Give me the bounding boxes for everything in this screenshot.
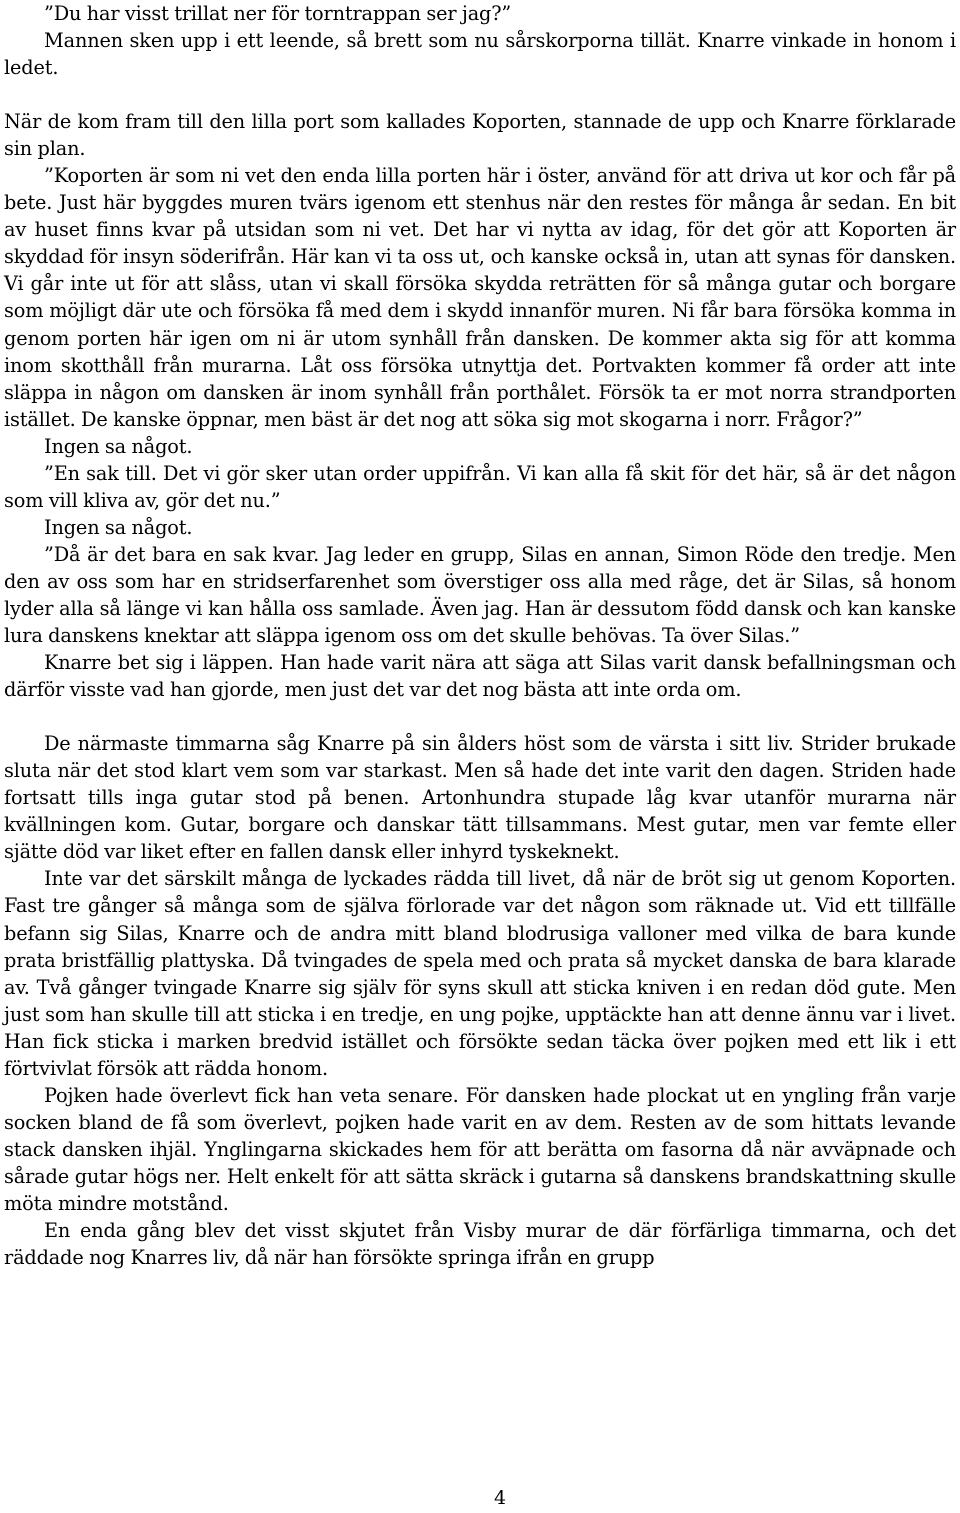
section-break xyxy=(4,81,956,108)
paragraph: Knarre bet sig i läppen. Han hade varit nära att säga att Silas varit dansk befallningsman och därför visste vad han gjorde, men just det var det nog bästa att inte orda om. xyxy=(4,651,956,702)
paragraph: ”Koporten är som ni vet den enda lilla porten här i öster, använd för att driva ut kor och får på bete. Just här byggdes muren tvärs igenom ett stenhus när den restes för många år sedan. En bit av huset finns kvar på utsidan som ni vet. Det har vi nytta av idag, för det gör att Koporten är skyddad för insyn söderifrån. Här kan vi ta oss ut, och kanske också in, utan att synas för dansken. Vi går inte ut för att slåss, utan vi skall försöka skydda reträtten för så många gutar och borgare som möjligt där ute och försöka få med dem i skydd innanför muren. Ni får bara försöka komma in genom porten här igen om ni är utom synhåll från dansken. De kommer akta sig för att komma inom skotthåll från murarna. Låt oss försöka utnyttja det. Portvakten kommer få order att inte släppa in någon om dansken är inom synhåll från porthålet. Försök ta er mot norra strandporten istället. De kanske öppnar, men bäst är det nog att söka sig mot skogarna i norr. Frågor?” xyxy=(4,164,956,431)
paragraph: När de kom fram till den lilla port som kallades Koporten, stannade de upp och Knarre förklarade sin plan. xyxy=(4,110,956,161)
section-break xyxy=(4,703,956,730)
paragraph: ”En sak till. Det vi gör sker utan order uppifrån. Vi kan alla få skit för det här, så är det någon som vill kliva av, gör det nu.” xyxy=(4,461,956,512)
paragraph: ”Då är det bara en sak kvar. Jag leder en grupp, Silas en annan, Simon Röde den tredje. Men den av oss som har en stridserfarenhet som överstiger oss alla med råge, det är Silas, så honom lyder alla så länge vi kan hålla oss samlade. Även jag. Han är dessutom född dansk och kan kanske lura danskens knektar att släppa igenom oss om det skulle behövas. Ta över Silas.” xyxy=(4,542,956,648)
paragraph: De närmaste timmarna såg Knarre på sin ålders höst som de värsta i sitt liv. Strider brukade sluta när det stod klart vem som var starkast. Men så hade det inte varit den dagen. Striden hade fortsatt tills inga gutar stod på benen. Artonhundra stupade låg kvar utanför murarna när kvällningen kom. Gutar, borgare och danskar tätt tillsammans. Mest gutar, men var femte eller sjätte död var liket efter en fallen dansk eller inhyrd tyskeknekt. xyxy=(4,732,956,864)
paragraph: Ingen sa något. xyxy=(44,515,193,539)
document-page xyxy=(4,0,956,1271)
paragraph: Mannen sken upp i ett leende, så brett som nu sårskorporna tillät. Knarre vinkade in honom i ledet. xyxy=(4,29,956,80)
paragraph: ”Du har visst trillat ner för torntrappan ser jag?” xyxy=(44,2,512,25)
paragraph: En enda gång blev det visst skjutet från Visby murar de där förfärliga timmarna, och det räddade nog Knarres liv, då när han försökte springa ifrån en grupp xyxy=(4,1219,956,1270)
paragraph: Ingen sa något. xyxy=(44,434,193,458)
paragraph: Inte var det särskilt många de lyckades rädda till livet, då när de bröt sig ut genom Koporten. Fast tre gånger så många som de själva förlorade var det någon som räknade ut. Vid ett tillfälle befann sig Silas, Knarre och de andra mitt bland blodrusiga valloner med vilka de bara kunde prata bristfällig plattyska. Då tvingades de spela med och prata så mycket danska de bara klarade av. Två gånger tvingade Knarre sig själv för syns skull att sticka kniven i en redan död gute. Men just som han skulle till att sticka i en tredje, en ung pojke, upptäckte han att denne ännu var i livet. Han fick sticka i marken bredvid istället och försökte sedan täcka över pojken med ett lik i ett förtvivlat försök att rädda honom. xyxy=(4,867,956,1080)
page-number: 4 xyxy=(493,1487,507,1509)
paragraph: Pojken hade överlevt fick han veta senare. För dansken hade plockat ut en yngling från varje socken bland de få som överlevt, pojken hade varit en av dem. Resten av de som hittats levande stack dansken ihjäl. Ynglingarna skickades hem för att berätta om fasorna då när avväpnade och sårade gutar högs ner. Helt enkelt för att sätta skräck i gutarna så danskens brandskattning skulle möta mindre motstånd. xyxy=(4,1083,956,1215)
